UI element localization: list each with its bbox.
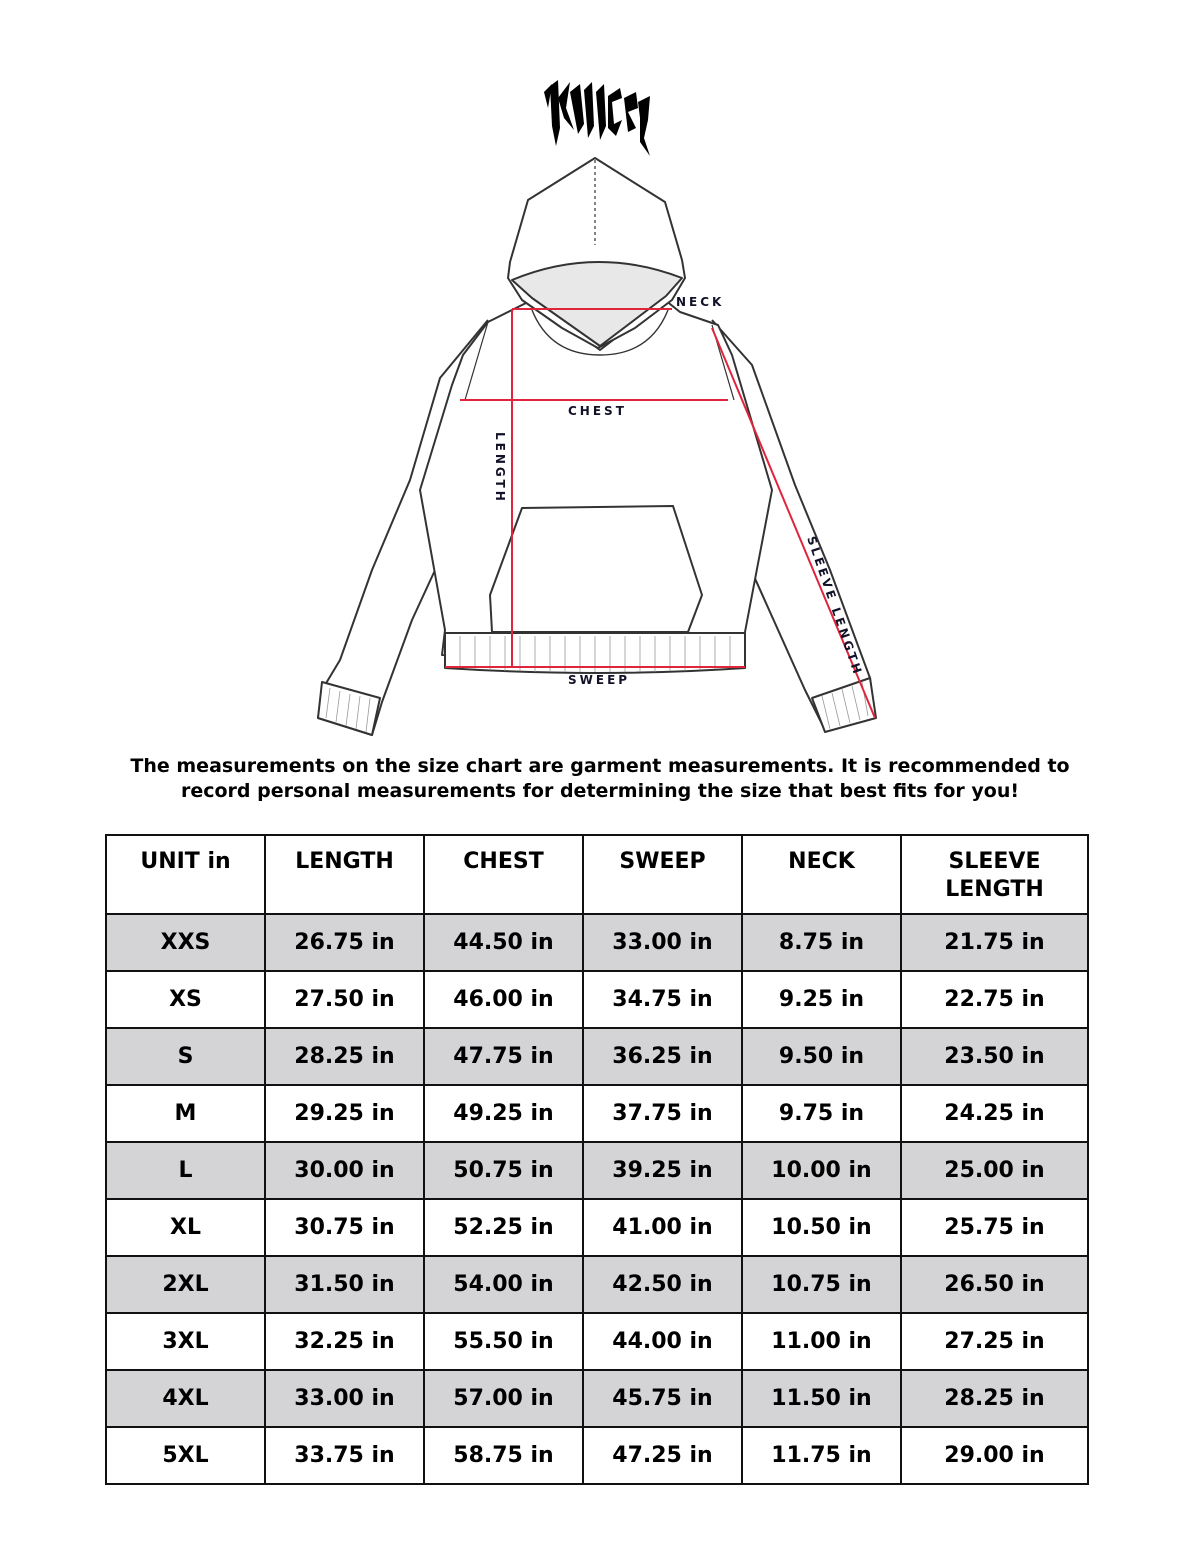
table-row xyxy=(106,1028,1088,1085)
cell-size: XS xyxy=(106,971,265,1028)
cell-size: XL xyxy=(106,1199,265,1256)
header-sweep: SWEEP xyxy=(583,835,742,914)
label-sleeve-length: SLEEVE LENGTH xyxy=(804,534,866,679)
label-length: LENGTH xyxy=(493,432,507,504)
cell-chest: 55.50 in xyxy=(424,1313,583,1370)
cell-length: 33.75 in xyxy=(265,1427,424,1484)
table-row xyxy=(106,1370,1088,1427)
cell-sweep: 41.00 in xyxy=(583,1199,742,1256)
cell-size: 2XL xyxy=(106,1256,265,1313)
hoodie-diagram xyxy=(300,150,900,740)
cell-neck: 11.50 in xyxy=(742,1370,901,1427)
header-unit: UNIT in xyxy=(106,835,265,914)
cell-neck: 9.25 in xyxy=(742,971,901,1028)
cell-length: 32.25 in xyxy=(265,1313,424,1370)
table-row xyxy=(106,1142,1088,1199)
cell-neck: 11.00 in xyxy=(742,1313,901,1370)
cell-sleeve-length: 23.50 in xyxy=(901,1028,1088,1085)
size-table xyxy=(105,834,1089,1485)
cell-sleeve-length: 28.25 in xyxy=(901,1370,1088,1427)
note-line-2: record personal measurements for determining the size that best fits for you! xyxy=(180,780,1020,802)
cell-sleeve-length: 21.75 in xyxy=(901,914,1088,971)
cell-sweep: 33.00 in xyxy=(583,914,742,971)
cell-length: 28.25 in xyxy=(265,1028,424,1085)
cell-chest: 47.75 in xyxy=(424,1028,583,1085)
cell-neck: 10.00 in xyxy=(742,1142,901,1199)
cell-length: 30.75 in xyxy=(265,1199,424,1256)
cell-sweep: 47.25 in xyxy=(583,1427,742,1484)
cell-size: XXS xyxy=(106,914,265,971)
cell-size: 3XL xyxy=(106,1313,265,1370)
table-row xyxy=(106,1313,1088,1370)
cell-sleeve-length: 24.25 in xyxy=(901,1085,1088,1142)
cell-chest: 58.75 in xyxy=(424,1427,583,1484)
cell-length: 31.50 in xyxy=(265,1256,424,1313)
table-row xyxy=(106,914,1088,971)
cell-neck: 10.50 in xyxy=(742,1199,901,1256)
cell-length: 30.00 in xyxy=(265,1142,424,1199)
cell-sweep: 34.75 in xyxy=(583,971,742,1028)
cell-sleeve-length: 25.75 in xyxy=(901,1199,1088,1256)
cell-sleeve-length: 27.25 in xyxy=(901,1313,1088,1370)
cell-size: L xyxy=(106,1142,265,1199)
table-row xyxy=(106,1256,1088,1313)
cell-size: S xyxy=(106,1028,265,1085)
cell-sweep: 44.00 in xyxy=(583,1313,742,1370)
cell-size: 4XL xyxy=(106,1370,265,1427)
cell-sleeve-length: 26.50 in xyxy=(901,1256,1088,1313)
label-neck: NECK xyxy=(676,295,725,309)
cell-length: 26.75 in xyxy=(265,914,424,971)
cell-neck: 9.75 in xyxy=(742,1085,901,1142)
cell-chest: 54.00 in xyxy=(424,1256,583,1313)
cell-chest: 49.25 in xyxy=(424,1085,583,1142)
cell-sweep: 36.25 in xyxy=(583,1028,742,1085)
cell-chest: 44.50 in xyxy=(424,914,583,971)
cell-sleeve-length: 22.75 in xyxy=(901,971,1088,1028)
table-row xyxy=(106,1085,1088,1142)
cell-size: 5XL xyxy=(106,1427,265,1484)
cell-length: 27.50 in xyxy=(265,971,424,1028)
cell-sleeve-length: 29.00 in xyxy=(901,1427,1088,1484)
cell-chest: 57.00 in xyxy=(424,1370,583,1427)
cell-sweep: 42.50 in xyxy=(583,1256,742,1313)
cell-sleeve-length: 25.00 in xyxy=(901,1142,1088,1199)
header-neck: NECK xyxy=(742,835,901,914)
cell-neck: 11.75 in xyxy=(742,1427,901,1484)
label-sweep: SWEEP xyxy=(568,673,631,687)
cell-size: M xyxy=(106,1085,265,1142)
cell-neck: 8.75 in xyxy=(742,914,901,971)
label-chest: CHEST xyxy=(568,404,627,418)
table-header-row xyxy=(106,835,1088,914)
cell-sweep: 45.75 in xyxy=(583,1370,742,1427)
note-line-1: The measurements on the size chart are garment measurements. It is recommended to xyxy=(130,755,1070,777)
kangaroo-pocket xyxy=(490,506,702,632)
cell-neck: 10.75 in xyxy=(742,1256,901,1313)
cell-chest: 52.25 in xyxy=(424,1199,583,1256)
header-chest: CHEST xyxy=(424,835,583,914)
cell-neck: 9.50 in xyxy=(742,1028,901,1085)
cell-length: 33.00 in xyxy=(265,1370,424,1427)
table-row xyxy=(106,1199,1088,1256)
cell-chest: 50.75 in xyxy=(424,1142,583,1199)
cell-chest: 46.00 in xyxy=(424,971,583,1028)
cell-sweep: 39.25 in xyxy=(583,1142,742,1199)
cell-length: 29.25 in xyxy=(265,1085,424,1142)
table-row xyxy=(106,971,1088,1028)
table-row xyxy=(106,1427,1088,1484)
header-length: LENGTH xyxy=(265,835,424,914)
brand-logo xyxy=(540,68,660,158)
header-sleeve-length: SLEEVE LENGTH xyxy=(901,835,1088,914)
measurement-note xyxy=(100,754,1100,804)
cell-sweep: 37.75 in xyxy=(583,1085,742,1142)
